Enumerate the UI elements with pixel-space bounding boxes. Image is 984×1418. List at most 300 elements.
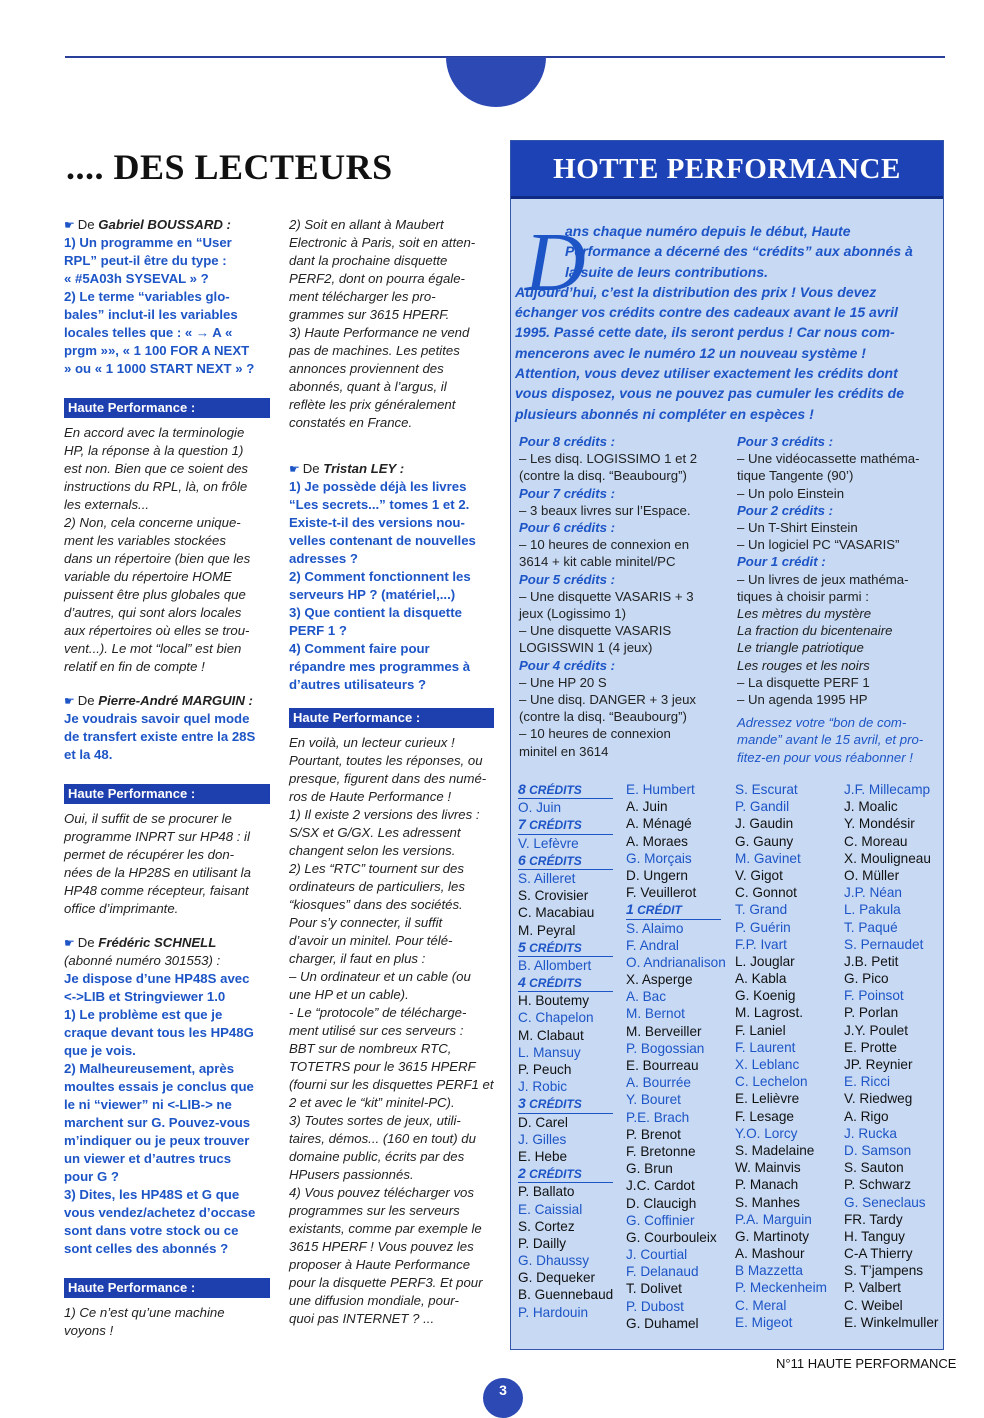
drop-cap: D	[525, 216, 586, 309]
text-line: programme INPRT sur HP48 : il	[64, 829, 250, 844]
text-line: fitez-en pour vous réabonner !	[737, 749, 913, 765]
text-line: presque, figurent dans des numé-	[289, 771, 487, 786]
subscriber-name: JP. Reynier	[844, 1057, 913, 1072]
text-line: Oui, il suffit de se procurer le	[64, 811, 232, 826]
text-line: moultes essais je conclus que	[64, 1079, 254, 1094]
text-line: ros de Haute Performance !	[289, 789, 451, 804]
subscriber-name: E. Humbert	[626, 782, 695, 797]
text-line: craque devant tous les HP48G	[64, 1025, 254, 1040]
prize-item: (contre la disq. “Beaubourg”)	[519, 709, 687, 725]
text-line: adresses ?	[289, 551, 358, 566]
intro-line: échanger vos crédits contre des cadeaux avant le 15 avril	[515, 304, 898, 321]
intro-line: la suite de leurs contributions.	[565, 263, 769, 280]
subscriber-name: A. Bac	[626, 989, 667, 1005]
subscriber-name: A. Moraes	[626, 833, 688, 849]
text-line: HP, la réponse à la question 1)	[64, 443, 244, 458]
text-line: 3) Dites, les HP48S et G que	[64, 1187, 240, 1202]
subscriber-name: P. Manach	[735, 1177, 799, 1193]
text-line: proposer à Haute Performance	[289, 1257, 471, 1272]
text-line: existants, comme par exemple le	[289, 1221, 482, 1236]
subscriber-name: S. Escurat	[735, 782, 798, 797]
subscriber-name: C. Lechelon	[735, 1074, 808, 1090]
intro-line: mencerons avec le numéro 12 un nouveau système !	[515, 344, 866, 361]
text-line: 2) Soit en allant à Maubert	[289, 217, 444, 232]
text-line: voyons !	[64, 1323, 114, 1338]
book-title: Le triangle patriotique	[737, 640, 864, 656]
footer-issue: N°11 HAUTE PERFORMANCE	[776, 1356, 957, 1371]
text-line: (fourni sur les disquettes PERF1 et	[289, 1077, 494, 1092]
subscriber-name: G. Seneclaus	[844, 1194, 926, 1210]
intro-line: Performance a décerné des “crédits” aux abonnés à	[565, 243, 913, 260]
subscriber-name: G. Courbouleix	[626, 1229, 717, 1245]
credit-names-col-4	[844, 781, 944, 1331]
subscriber-name: J.F. Millecamp	[844, 782, 931, 797]
subscriber-name: P. Porlan	[844, 1005, 899, 1021]
text-line: bales” inclut-il les variables	[64, 307, 238, 322]
subscriber-name: T. Grand	[735, 902, 788, 918]
prize-item: – La disquette PERF 1	[737, 674, 870, 690]
hp-answer-bar: Haute Performance :	[64, 784, 270, 804]
prize-item: – 10 heures de connexion en	[519, 537, 690, 553]
subscriber-name: A. Juin	[626, 799, 668, 815]
pointing-hand-icon: ☛	[64, 936, 75, 950]
subscriber-name: M. Berveiller	[626, 1023, 702, 1039]
text-line: instructions du RPL, là, on frôle	[64, 479, 248, 494]
subscriber-name: D. Samson	[844, 1142, 912, 1158]
subscriber-name: P. Dailly	[518, 1235, 567, 1251]
text-line: ment les variables stockées	[64, 533, 226, 548]
intro-line: Attention, vous devez utiliser exactement les crédits dont	[515, 365, 898, 382]
subscriber-name: X. Mouligneau	[844, 850, 931, 866]
text-line: un viewer et d’autres trucs	[64, 1151, 232, 1166]
text-line: sont dans votre stock ou ce	[64, 1223, 239, 1238]
prize-item: – Un livres de jeux mathéma-	[737, 571, 909, 587]
subscriber-name: Y. Mondésir	[844, 816, 915, 832]
subscriber-name: J.C. Cardot	[626, 1178, 695, 1194]
prize-item: – 10 heures de connexion	[519, 726, 671, 742]
subscriber-name: M. Peyral	[518, 922, 576, 938]
credit-heading: 3 CRÉDITS	[518, 1095, 613, 1113]
text-line: programmes sur les serveurs	[289, 1203, 460, 1218]
text-line: marchent sur G. Pouvez-vous	[64, 1115, 251, 1130]
subscriber-name: E. Hebe	[518, 1148, 568, 1164]
subscriber-name: W. Mainvis	[735, 1160, 801, 1176]
subscriber-name: D. Ungern	[626, 867, 688, 883]
text-line: mande” avant le 15 avril, et pro-	[737, 732, 924, 748]
text-line: vent...). Le mot “local” est bien	[64, 641, 242, 656]
text-line: le ni “viewer” ni <-LIB-> ne	[64, 1097, 232, 1112]
text-line: une HP et un cable).	[289, 987, 409, 1002]
prize-item: LOGISSWIN 1 (4 jeux)	[519, 640, 653, 656]
prize-item: – Une disq. DANGER + 3 jeux	[519, 692, 697, 708]
credit-heading: 1 CRÉDIT	[626, 901, 721, 919]
prizes-right	[737, 433, 943, 766]
subscriber-name: F. Delanaud	[626, 1264, 699, 1280]
subscriber-name: Y.O. Lorcy	[735, 1125, 798, 1141]
hp-answer-bar: Haute Performance :	[64, 398, 270, 418]
book-title: Les mètres du mystère	[737, 606, 872, 622]
subscriber-name: D. Carel	[518, 1114, 568, 1130]
text-line: RPL” peut-il être du type :	[64, 253, 227, 268]
panel-title: HOTTE PERFORMANCE	[511, 141, 943, 199]
subscriber-name: G. Brun	[626, 1161, 673, 1177]
text-line: office d’imprimante.	[64, 901, 179, 916]
subscriber-name: A. Mashour	[735, 1246, 805, 1262]
subscriber-name: P.A. Marguin	[735, 1211, 812, 1227]
subscriber-name: J. Courtial	[626, 1247, 688, 1263]
text-line: locales telles que : « → A «	[64, 325, 233, 340]
text-line: S/SX et G/GX. Les adressent	[289, 825, 461, 840]
subscriber-name: S. Crovisier	[518, 888, 589, 904]
prize-item: minitel en 3614	[519, 743, 609, 759]
text-line: « #5A03h SYSEVAL » ?	[64, 271, 209, 286]
text-line: 2) Malheureusement, après	[64, 1061, 235, 1076]
text-line: 1) Le problème est que je	[64, 1007, 223, 1022]
subscriber-name: F. Laurent	[735, 1039, 796, 1055]
subscriber-name: L. Jouglar	[735, 953, 795, 969]
subscriber-name: G. Martinoty	[735, 1228, 810, 1244]
text-line: – Un ordinateur et un cable (ou	[289, 969, 471, 984]
subscriber-name: M. Bernot	[626, 1006, 685, 1022]
text-line: » ou « 1 1000 START NEXT » ?	[64, 361, 255, 376]
text-line: annonces proviennent des	[289, 361, 444, 376]
subscriber-name: FR. Tardy	[844, 1211, 903, 1227]
text-line: En voilà, un lecteur curieux !	[289, 735, 455, 750]
text-line: “Les secrets...” tomes 1 et 2.	[289, 497, 470, 512]
subscriber-name: J. Gilles	[518, 1131, 567, 1147]
subscriber-name: S. Ailleret	[518, 870, 576, 886]
header-half-disc	[446, 57, 546, 107]
text-line: En accord avec la terminologie	[64, 425, 245, 440]
credit-heading: 4 CRÉDITS	[518, 974, 613, 992]
credit-names-col-2	[626, 781, 726, 1332]
prize-item: – Un polo Einstein	[737, 485, 845, 501]
text-line: HPusers passionnés.	[289, 1167, 414, 1182]
text-line: Adressez votre “bon de com-	[737, 715, 907, 731]
subscriber-name: C. Moreau	[844, 833, 908, 849]
text-line: <->LIB et Stringviewer 1.0	[64, 989, 226, 1004]
subscriber-number: (abonné numéro 301553) :	[64, 953, 221, 968]
text-line: constatés en France.	[289, 415, 413, 430]
prize-item: – Une disquette VASARIS + 3	[519, 588, 694, 604]
subscriber-name: G. Koenig	[735, 988, 796, 1004]
text-line: sont celles des abonnés ?	[64, 1241, 229, 1256]
subscriber-name: F. Veuillerot	[626, 885, 697, 901]
credit-names-col-1	[518, 781, 618, 1321]
page-number: 3	[499, 1382, 507, 1398]
subscriber-name: T. Paqué	[844, 919, 898, 935]
intro-line: ans chaque numéro depuis le début, Haute	[565, 223, 851, 239]
prize-tier-heading: Pour 7 crédits :	[519, 485, 616, 501]
subscriber-name: F. Andral	[626, 937, 679, 953]
text-line: aux répertoires où elles se trou-	[64, 623, 250, 638]
subscriber-name: C. Weibel	[844, 1297, 903, 1313]
pointing-hand-icon: ☛	[64, 694, 75, 708]
subscriber-name: F. Bretonne	[626, 1143, 696, 1159]
subscriber-name: A. Rigo	[844, 1108, 889, 1124]
answer-schnell	[64, 1304, 270, 1340]
text-line: d’autres utilisateurs ?	[289, 677, 427, 692]
prize-item: – Une HP 20 S	[519, 674, 607, 690]
subscriber-name: J.Y. Poulet	[844, 1022, 908, 1038]
page-title: .... DES LECTEURS	[66, 147, 393, 187]
prize-tier-heading: Pour 2 crédits :	[737, 502, 834, 518]
intro-line: 1995. Passé cette date, ils seront perdus ! Car nous com-	[515, 324, 895, 341]
subscriber-name: H. Boutemy	[518, 993, 590, 1009]
credit-names-col-3	[735, 781, 835, 1331]
text-line: pour G ?	[64, 1169, 119, 1184]
prize-item: – Un agenda 1995 HP	[737, 692, 868, 708]
subscriber-name: V. Gigot	[735, 867, 783, 883]
text-line: ment utilisé sur ces serveurs :	[289, 1023, 464, 1038]
prize-item: – Une vidéocassette mathéma-	[737, 451, 920, 467]
subscriber-name: O. Juin	[518, 800, 562, 816]
subscriber-name: P. Peuch	[518, 1062, 572, 1077]
subscriber-name: P. Valbert	[844, 1280, 901, 1296]
text-line: 2) Non, cela concerne unique-	[64, 515, 241, 530]
subscriber-name: E. Winkelmuller	[844, 1314, 939, 1330]
text-line: puissent être plus globales que	[64, 587, 246, 602]
text-line: Electronic à Paris, soit en atten-	[289, 235, 476, 250]
panel-intro	[515, 216, 943, 424]
subscriber-name: C-A Thierry	[844, 1246, 913, 1262]
text-line: serveurs HP ? (matériel,...)	[289, 587, 456, 602]
book-title: Les rouges et les noirs	[737, 657, 870, 673]
text-line: Je dispose d’une HP48S avec	[64, 971, 250, 986]
subscriber-name: G. Pico	[844, 971, 889, 987]
answer-schnell-continued	[289, 216, 494, 432]
pointing-hand-icon: ☛	[289, 462, 300, 476]
subscriber-name: O. Müller	[844, 867, 900, 883]
text-line: - Le “protocole” de télécharge-	[289, 1005, 467, 1020]
prize-item: – Une disquette VASARIS	[519, 623, 672, 639]
text-line: que je vois.	[64, 1043, 136, 1058]
text-line: TOTETRS pour le 3615 HPERF	[289, 1059, 476, 1074]
subscriber-name: A. Ménagé	[626, 816, 692, 832]
subscriber-name: Y. Bouret	[626, 1092, 681, 1108]
prize-item: – Un logiciel PC “VASARIS”	[737, 537, 900, 553]
subscriber-name: M. Clabaut	[518, 1027, 584, 1043]
hotte-performance-panel	[510, 140, 944, 1350]
letter-from-ley: ☛ De Tristan LEY :	[289, 461, 405, 476]
text-line: dans un répertoire (bien que les	[64, 551, 251, 566]
intro-line: vous disposez, vous ne pouvez pas cumuler les crédits de	[515, 385, 905, 402]
subscriber-name: V. Riedweg	[844, 1091, 913, 1107]
subscriber-name: F.P. Ivart	[735, 936, 787, 952]
subscriber-name: S. T’jampens	[844, 1263, 924, 1279]
text-line: relatif en fin de compte !	[64, 659, 205, 674]
subscriber-name: J. Gaudin	[735, 816, 794, 832]
subscriber-name: O. Andrianalison	[626, 954, 726, 970]
subscriber-name: D. Claucigh	[626, 1195, 697, 1211]
subscriber-name: L. Pakula	[844, 902, 901, 918]
text-line: Je voudrais savoir quel mode	[64, 711, 250, 726]
text-line: 4) Comment faire pour	[289, 641, 430, 656]
text-line: une diffusion mondiale, pour-	[289, 1293, 459, 1308]
subscriber-name: P. Gandil	[735, 799, 790, 815]
subscriber-name: G. Dequeker	[518, 1270, 596, 1286]
prize-item: tique Tangente (90’)	[737, 468, 854, 484]
question-ley	[289, 478, 494, 694]
prize-item: tiques à choisir parmi :	[737, 588, 869, 604]
subscriber-name: E. Bourreau	[626, 1058, 699, 1073]
text-line: vous vendez/achetez d’occase	[64, 1205, 256, 1220]
subscriber-name: S. Cortez	[518, 1218, 575, 1234]
pointing-hand-icon: ☛	[64, 218, 75, 232]
text-line: “kiosques” dans des sociétés.	[289, 897, 463, 912]
book-title: La fraction du bicentenaire	[737, 623, 893, 639]
subscriber-name: P. Meckenheim	[735, 1280, 827, 1296]
subscriber-name: F. Lesage	[735, 1108, 794, 1124]
text-line: grammes sur 3615 HPERF.	[289, 307, 450, 322]
subscriber-name: G. Gauny	[735, 833, 794, 849]
subscriber-name: J. Robic	[518, 1079, 568, 1095]
prize-item: (contre la disq. “Beaubourg”)	[519, 468, 687, 484]
subscriber-name: L. Mansuy	[518, 1044, 581, 1060]
text-line: PERF 1 ?	[289, 623, 347, 638]
text-line: 2) Comment fonctionnent les	[289, 569, 471, 584]
credit-heading: 8 CRÉDITS	[518, 781, 613, 799]
text-line: prgm »», « 1 100 FOR A NEXT	[64, 343, 250, 358]
subscriber-name: G. Duhamel	[626, 1315, 699, 1331]
subscriber-name: J.P. Néan	[844, 885, 902, 901]
intro-line: plusieurs abonnés ni compléter en espèces !	[515, 405, 814, 422]
subscriber-name: P. Guérin	[735, 919, 791, 935]
subscriber-name: A. Bourrée	[626, 1075, 691, 1091]
answer-boussard	[64, 424, 270, 676]
letter-from-marguin: ☛ De Pierre-André MARGUIN :	[64, 693, 253, 708]
text-line: 2 et avec le “kit” minitel-PC).	[289, 1095, 455, 1110]
subscriber-name: E. Caissial	[518, 1201, 583, 1217]
text-line: permet de récupérer les don-	[64, 847, 235, 862]
text-line: ment télécharger les pro-	[289, 289, 436, 304]
credit-heading: 2 CRÉDITS	[518, 1165, 613, 1183]
text-line: velles contenant de nouvelles	[289, 533, 476, 548]
subscriber-name: E. Ricci	[844, 1074, 891, 1090]
letter-from-schnell: ☛ De Frédéric SCHNELL	[64, 935, 217, 950]
subscriber-name: J. Moalic	[844, 799, 898, 815]
text-line: Pour s’y connecter, il suffit	[289, 915, 443, 930]
text-line: répandre mes programmes à	[289, 659, 471, 674]
text-line: Pourtant, toutes les réponses, ou	[289, 753, 483, 768]
subscriber-name: C. Meral	[735, 1297, 787, 1313]
text-line: 4) Vous pouvez télécharger vos	[289, 1185, 474, 1200]
prize-tier-heading: Pour 4 crédits :	[519, 657, 616, 673]
hp-answer-bar: Haute Performance :	[64, 1278, 270, 1298]
text-line: pas de machines. Les petites	[289, 343, 460, 358]
question-marguin	[64, 710, 270, 764]
text-line: m’indiquer ou je peux trouver	[64, 1133, 250, 1148]
order-note	[737, 714, 943, 766]
subscriber-name: F. Laniel	[735, 1022, 786, 1038]
subscriber-name: C. Chapelon	[518, 1010, 594, 1026]
prize-tier-heading: Pour 5 crédits :	[519, 571, 616, 587]
text-line: 3615 HPERF ! Vous pouvez les	[289, 1239, 474, 1254]
subscriber-name: S. Pernaudet	[844, 936, 924, 952]
text-line: reflète les prix généralement	[289, 397, 456, 412]
credit-heading: 7 CRÉDITS	[518, 816, 613, 834]
text-line: dant la prochaine disquette	[289, 253, 448, 268]
credit-heading: 5 CRÉDITS	[518, 939, 613, 957]
text-line: 1) Je possède déjà les livres	[289, 479, 467, 494]
text-line: domaine public, écrits par des	[289, 1149, 465, 1164]
text-line: et la 48.	[64, 747, 113, 762]
subscriber-name: J.B. Petit	[844, 953, 899, 969]
text-line: pour la disquette PERF3. Et pour	[289, 1275, 483, 1290]
text-line: PERF2, dont on pourra égale-	[289, 271, 465, 286]
subscriber-name: G. Dhaussy	[518, 1253, 590, 1269]
text-line: nées de la HP28S en utilisant la	[64, 865, 251, 880]
prizes-left	[519, 433, 734, 760]
credit-heading: 6 CRÉDITS	[518, 852, 613, 870]
text-line: 3) Haute Performance ne vend	[289, 325, 470, 340]
text-line: 3) Que contient la disquette	[289, 605, 462, 620]
subscriber-name: X. Leblanc	[735, 1057, 800, 1072]
text-line: abonnés, quant à l’argus, il	[289, 379, 447, 394]
subscriber-name: B. Allombert	[518, 957, 592, 973]
subscriber-name: F. Poinsot	[844, 988, 904, 1004]
subscriber-name: J. Rucka	[844, 1125, 897, 1141]
text-line: d’avoir un minitel. Pour télé-	[289, 933, 453, 948]
letters-column-2	[289, 216, 494, 1328]
letter-from-boussard: ☛ De Gabriel BOUSSARD :	[64, 217, 231, 232]
text-line: 3) Toutes sortes de jeux, utili-	[289, 1113, 461, 1128]
prize-item: – 3 beaux livres sur l’Espace.	[519, 502, 691, 518]
text-line: 2) Le terme “variables glo-	[64, 289, 230, 304]
subscriber-name: P. Schwarz	[844, 1177, 911, 1193]
answer-marguin	[64, 810, 270, 918]
subscriber-name: S. Manhes	[735, 1194, 800, 1210]
prize-tier-heading: Pour 8 crédits :	[519, 434, 616, 449]
subscriber-name: P. Brenot	[626, 1126, 681, 1142]
prize-item: 3614 + kit cable minitel/PC	[519, 554, 676, 570]
text-line: 1) Ce n’est qu’une machine	[64, 1305, 225, 1320]
prize-item: jeux (Logissimo 1)	[519, 606, 627, 622]
text-line: ordinateurs de particuliers, les	[289, 879, 465, 894]
letters-column-1	[64, 216, 270, 1340]
subscriber-name: G. Morçais	[626, 850, 692, 866]
subscriber-name: C. Macabiau	[518, 905, 595, 921]
subscriber-name: E. Lelièvre	[735, 1091, 800, 1107]
prize-tier-heading: Pour 1 crédit :	[737, 554, 826, 570]
text-line: quoi pas INTERNET ? ...	[289, 1311, 435, 1326]
prize-tier-heading: Pour 6 crédits :	[519, 520, 616, 536]
text-line: 1) Il existe 2 versions des livres :	[289, 807, 480, 822]
subscriber-name: H. Tanguy	[844, 1228, 905, 1244]
subscriber-name: S. Alaimo	[626, 920, 684, 936]
text-line: charger, il faut en plus :	[289, 951, 426, 966]
text-line: d’autres, qui sont alors locales	[64, 605, 242, 620]
text-line: variable du répertoire HOME	[64, 569, 232, 584]
prize-tier-heading: Pour 3 crédits :	[737, 434, 834, 449]
subscriber-name: P. Bogossian	[626, 1040, 705, 1056]
intro-line: Aujourd’hui, c’est la distribution des prix ! Vous devez	[515, 283, 877, 300]
subscriber-name: P. Ballato	[518, 1184, 575, 1200]
text-line: 2) Les “RTC” tournent sur des	[289, 861, 464, 876]
subscriber-name: S. Sauton	[844, 1160, 904, 1176]
subscriber-name: V. Lefèvre	[518, 835, 579, 851]
subscriber-name: C. Gonnot	[735, 885, 797, 901]
text-line: HP48 comme récepteur, faisant	[64, 883, 249, 898]
subscriber-name: P.E. Brach	[626, 1109, 690, 1125]
subscriber-name: E. Migeot	[735, 1314, 793, 1330]
subscriber-name: P. Dubost	[626, 1298, 684, 1314]
text-line: de transfert existe entre la 28S	[64, 729, 256, 744]
subscriber-name: P. Hardouin	[518, 1304, 589, 1320]
subscriber-name: S. Madelaine	[735, 1142, 815, 1158]
subscriber-name: X. Asperge	[626, 972, 693, 988]
subscriber-name: M. Gavinet	[735, 850, 801, 866]
